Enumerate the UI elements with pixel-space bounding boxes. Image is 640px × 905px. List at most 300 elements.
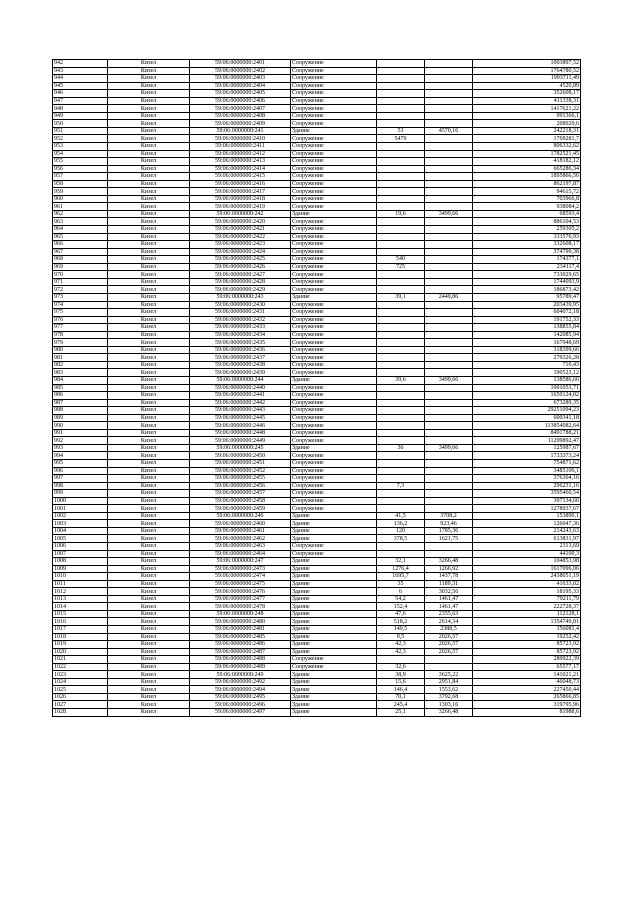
object-type-cell: Сооружение <box>291 316 377 324</box>
cadastral-value-cell: 104853,98 <box>473 558 581 566</box>
area-cell <box>377 475 425 483</box>
cadastral-value-cell: 68593,4 <box>473 210 581 218</box>
locality-cell: Кизел <box>108 256 190 264</box>
unit-value-cell <box>425 663 473 671</box>
cadastral-value-cell: 376304,16 <box>473 475 581 483</box>
unit-value-cell <box>425 233 473 241</box>
unit-value-cell: 2026,57 <box>425 633 473 641</box>
locality-cell: Кизел <box>108 90 190 98</box>
object-type-cell: Сооружение <box>291 158 377 166</box>
table-row <box>53 361 581 369</box>
cadastral-number-cell: 59:06:0000000:2495 <box>190 693 291 701</box>
row-number-cell: 999 <box>53 490 108 498</box>
cadastral-number-cell: 59:06:0000000:248 <box>190 610 291 618</box>
table-row <box>53 429 581 437</box>
object-type-cell: Здание <box>291 527 377 535</box>
unit-value-cell <box>425 384 473 392</box>
unit-value-cell <box>425 241 473 249</box>
locality-cell: Кизел <box>108 588 190 596</box>
area-cell <box>377 82 425 90</box>
object-type-cell: Сооружение <box>291 218 377 226</box>
area-cell: 136,2 <box>377 520 425 528</box>
area-cell <box>377 165 425 173</box>
row-number-cell: 1010 <box>53 573 108 581</box>
cadastral-number-cell: 59:06:0000000:2496 <box>190 701 291 709</box>
cadastral-value-cell: 8491788,21 <box>473 429 581 437</box>
locality-cell: Кизел <box>108 301 190 309</box>
cadastral-number-cell: 59:06:0000000:243 <box>190 293 291 301</box>
table-row <box>53 233 581 241</box>
cadastral-value-cell: 600341,18 <box>473 414 581 422</box>
unit-value-cell <box>425 324 473 332</box>
locality-cell: Кизел <box>108 67 190 75</box>
unit-value-cell: 1461,47 <box>425 595 473 603</box>
locality-cell: Кизел <box>108 361 190 369</box>
locality-cell: Кизел <box>108 188 190 196</box>
table-row <box>53 656 581 664</box>
cadastral-value-cell: 2438051,19 <box>473 573 581 581</box>
unit-value-cell <box>425 543 473 551</box>
locality-cell: Кизел <box>108 709 190 717</box>
row-number-cell: 980 <box>53 346 108 354</box>
cadastral-value-cell: 1617096,06 <box>473 565 581 573</box>
object-type-cell: Сооружение <box>291 105 377 113</box>
cadastral-number-cell: 59:06:0000000:2422 <box>190 233 291 241</box>
unit-value-cell: 3266,48 <box>425 709 473 717</box>
cadastral-number-cell: 59:06:0000000:2424 <box>190 248 291 256</box>
cadastral-value-cell: 613831,97 <box>473 535 581 543</box>
area-cell <box>377 422 425 430</box>
row-number-cell: 942 <box>53 60 108 68</box>
locality-cell: Кизел <box>108 656 190 664</box>
cadastral-value-cell: 4520,89 <box>473 82 581 90</box>
cadastral-number-cell: 59:06:0000000:2414 <box>190 165 291 173</box>
row-number-cell: 997 <box>53 475 108 483</box>
table-row <box>53 678 581 686</box>
cadastral-value-cell: 319795,96 <box>473 701 581 709</box>
area-cell <box>377 180 425 188</box>
cadastral-number-cell: 59:06:0000000:2413 <box>190 158 291 166</box>
area-cell <box>377 452 425 460</box>
row-number-cell: 974 <box>53 301 108 309</box>
unit-value-cell: 3266,48 <box>425 558 473 566</box>
cadastral-number-cell: 59:06:0000000:2485 <box>190 633 291 641</box>
table-row <box>53 626 581 634</box>
row-number-cell: 991 <box>53 429 108 437</box>
area-cell <box>377 158 425 166</box>
area-cell <box>377 316 425 324</box>
area-cell: 35 <box>377 580 425 588</box>
table-row <box>53 565 581 573</box>
unit-value-cell <box>425 135 473 143</box>
area-cell <box>377 399 425 407</box>
cadastral-value-cell: 138586,66 <box>473 376 581 384</box>
cadastral-number-cell: 59:06:0000000:2430 <box>190 301 291 309</box>
cadastral-value-cell: 95789,47 <box>473 293 581 301</box>
cadastral-value-cell: 1733373,24 <box>473 452 581 460</box>
unit-value-cell <box>425 490 473 498</box>
area-cell: 38,9 <box>377 671 425 679</box>
cadastral-number-cell: 59:06:0000000:2442 <box>190 399 291 407</box>
object-type-cell: Сооружение <box>291 543 377 551</box>
row-number-cell: 990 <box>53 422 108 430</box>
object-type-cell: Сооружение <box>291 361 377 369</box>
row-number-cell: 970 <box>53 271 108 279</box>
area-cell: 25,1 <box>377 709 425 717</box>
locality-cell: Кизел <box>108 580 190 588</box>
cadastral-value-cell: 411338,31 <box>473 97 581 105</box>
cadastral-number-cell: 59:06:0000000:2497 <box>190 709 291 717</box>
table-row <box>53 414 581 422</box>
object-type-cell: Сооружение <box>291 256 377 264</box>
unit-value-cell <box>425 354 473 362</box>
table-row <box>53 407 581 415</box>
locality-cell: Кизел <box>108 324 190 332</box>
locality-cell: Кизел <box>108 158 190 166</box>
object-type-cell: Сооружение <box>291 226 377 234</box>
object-type-cell: Сооружение <box>291 165 377 173</box>
cadastral-number-cell: 59:06:0000000:2420 <box>190 218 291 226</box>
cadastral-value-cell: 126047,36 <box>473 520 581 528</box>
table-row <box>53 218 581 226</box>
locality-cell: Кизел <box>108 618 190 626</box>
table-row <box>53 316 581 324</box>
table-row <box>53 165 581 173</box>
cadastral-number-cell: 59:06:0000000:2448 <box>190 429 291 437</box>
area-cell <box>377 112 425 120</box>
object-type-cell: Сооружение <box>291 414 377 422</box>
cadastral-value-cell: 3595460,54 <box>473 490 581 498</box>
unit-value-cell <box>425 309 473 317</box>
area-cell <box>377 90 425 98</box>
unit-value-cell: 2026,57 <box>425 648 473 656</box>
locality-cell: Кизел <box>108 173 190 181</box>
cadastral-value-cell: 418182,12 <box>473 158 581 166</box>
locality-cell: Кизел <box>108 565 190 573</box>
area-cell <box>377 429 425 437</box>
area-cell <box>377 271 425 279</box>
cadastral-value-cell: 1003897,52 <box>473 60 581 68</box>
cadastral-number-cell: 59:06:0000000:2460 <box>190 520 291 528</box>
cadastral-number-cell: 59:06:0000000:245 <box>190 444 291 452</box>
object-type-cell: Здание <box>291 573 377 581</box>
object-type-cell: Сооружение <box>291 90 377 98</box>
area-cell: 120 <box>377 527 425 535</box>
area-cell: 36 <box>377 444 425 452</box>
cadastral-number-cell: 59:06:0000000:2415 <box>190 173 291 181</box>
object-type-cell: Здание <box>291 626 377 634</box>
object-type-cell: Сооружение <box>291 150 377 158</box>
object-type-cell: Сооружение <box>291 452 377 460</box>
object-type-cell: Здание <box>291 701 377 709</box>
area-cell <box>377 369 425 377</box>
area-cell: 42,3 <box>377 648 425 656</box>
unit-value-cell: 1266,92 <box>425 565 473 573</box>
row-number-cell: 943 <box>53 67 108 75</box>
cadastral-value-cell: 1417621,22 <box>473 105 581 113</box>
cadastral-number-cell: 59:06:0000000:2473 <box>190 565 291 573</box>
object-type-cell: Сооружение <box>291 135 377 143</box>
cadastral-number-cell: 59:06:0000000:2435 <box>190 339 291 347</box>
area-cell <box>377 203 425 211</box>
cadastral-value-cell: 222728,37 <box>473 603 581 611</box>
row-number-cell: 965 <box>53 233 108 241</box>
cadastral-value-cell: 1278937,67 <box>473 505 581 513</box>
cadastral-value-cell: 1744093,9 <box>473 278 581 286</box>
locality-cell: Кизел <box>108 354 190 362</box>
object-type-cell: Здание <box>291 210 377 218</box>
cadastral-number-cell: 59:06:0000000:2437 <box>190 354 291 362</box>
object-type-cell: Сооружение <box>291 286 377 294</box>
locality-cell: Кизел <box>108 248 190 256</box>
row-number-cell: 976 <box>53 316 108 324</box>
row-number-cell: 947 <box>53 97 108 105</box>
cadastral-number-cell: 59:06:0000000:2461 <box>190 527 291 535</box>
unit-value-cell <box>425 173 473 181</box>
locality-cell: Кизел <box>108 407 190 415</box>
cadastral-number-cell: 59:06:0000000:2419 <box>190 203 291 211</box>
locality-cell: Кизел <box>108 233 190 241</box>
locality-cell: Кизел <box>108 641 190 649</box>
area-cell <box>377 248 425 256</box>
table-row <box>53 490 581 498</box>
locality-cell: Кизел <box>108 535 190 543</box>
object-type-cell: Сооружение <box>291 112 377 120</box>
area-cell <box>377 60 425 68</box>
unit-value-cell <box>425 97 473 105</box>
object-type-cell: Сооружение <box>291 188 377 196</box>
cadastral-value-cell: 938084,2 <box>473 203 581 211</box>
unit-value-cell <box>425 271 473 279</box>
row-number-cell: 1023 <box>53 671 108 679</box>
locality-cell: Кизел <box>108 558 190 566</box>
table-row <box>53 444 581 452</box>
cadastral-value-cell: 142085,94 <box>473 331 581 339</box>
object-type-cell: Здание <box>291 444 377 452</box>
object-type-cell: Здание <box>291 678 377 686</box>
cadastral-value-cell: 214243,63 <box>473 527 581 535</box>
table-row <box>53 158 581 166</box>
cadastral-number-cell: 59:06:0000000:2452 <box>190 467 291 475</box>
cadastral-number-cell: 59:06:0000000:246 <box>190 512 291 520</box>
unit-value-cell: 1461,47 <box>425 603 473 611</box>
cadastral-number-cell: 59:06:0000000:2494 <box>190 686 291 694</box>
cadastral-number-cell: 59:06:0000000:2477 <box>190 595 291 603</box>
locality-cell: Кизел <box>108 97 190 105</box>
cadastral-number-cell: 59:06:0000000:2487 <box>190 648 291 656</box>
locality-cell: Кизел <box>108 467 190 475</box>
object-type-cell: Сооружение <box>291 339 377 347</box>
cadastral-value-cell: 862197,87 <box>473 180 581 188</box>
area-cell <box>377 331 425 339</box>
cadastral-value-cell: 673289,35 <box>473 399 581 407</box>
object-type-cell: Сооружение <box>291 331 377 339</box>
table-row <box>53 527 581 535</box>
object-type-cell: Сооружение <box>291 75 377 83</box>
locality-cell: Кизел <box>108 226 190 234</box>
object-type-cell: Сооружение <box>291 475 377 483</box>
locality-cell: Кизел <box>108 610 190 618</box>
area-cell: 7,3 <box>377 482 425 490</box>
locality-cell: Кизел <box>108 686 190 694</box>
row-number-cell: 1014 <box>53 603 108 611</box>
locality-cell: Кизел <box>108 437 190 445</box>
area-cell <box>377 97 425 105</box>
area-cell <box>377 143 425 151</box>
row-number-cell: 983 <box>53 369 108 377</box>
unit-value-cell <box>425 75 473 83</box>
object-type-cell: Здание <box>291 588 377 596</box>
area-cell <box>377 241 425 249</box>
area-cell <box>377 226 425 234</box>
locality-cell: Кизел <box>108 414 190 422</box>
locality-cell: Кизел <box>108 399 190 407</box>
row-number-cell: 986 <box>53 392 108 400</box>
cadastral-number-cell: 59:06:0000000:2462 <box>190 535 291 543</box>
row-number-cell: 989 <box>53 414 108 422</box>
locality-cell: Кизел <box>108 165 190 173</box>
row-number-cell: 995 <box>53 459 108 467</box>
unit-value-cell <box>425 112 473 120</box>
area-cell <box>377 346 425 354</box>
area-cell: 9,5 <box>377 633 425 641</box>
table-row <box>53 543 581 551</box>
unit-value-cell <box>425 105 473 113</box>
cadastral-value-cell: 259305,2 <box>473 226 581 234</box>
row-number-cell: 966 <box>53 241 108 249</box>
unit-value-cell: 3792,68 <box>425 693 473 701</box>
table-row <box>53 452 581 460</box>
locality-cell: Кизел <box>108 346 190 354</box>
cadastral-number-cell: 59:06:0000000:2404 <box>190 82 291 90</box>
cadastral-value-cell: 186873,42 <box>473 286 581 294</box>
area-cell <box>377 324 425 332</box>
locality-cell: Кизел <box>108 701 190 709</box>
locality-cell: Кизел <box>108 150 190 158</box>
row-number-cell: 955 <box>53 158 108 166</box>
unit-value-cell: 3499,66 <box>425 444 473 452</box>
unit-value-cell: 3499,66 <box>425 376 473 384</box>
row-number-cell: 981 <box>53 354 108 362</box>
cadastral-value-cell: 886104,53 <box>473 218 581 226</box>
locality-cell: Кизел <box>108 120 190 128</box>
row-number-cell: 994 <box>53 452 108 460</box>
locality-cell: Кизел <box>108 573 190 581</box>
cadastral-value-cell: 81988,6 <box>473 709 581 717</box>
row-number-cell: 998 <box>53 482 108 490</box>
unit-value-cell <box>425 90 473 98</box>
area-cell: 6 <box>377 588 425 596</box>
table-row <box>53 67 581 75</box>
cadastral-value-cell: 85723,92 <box>473 641 581 649</box>
row-number-cell: 962 <box>53 210 108 218</box>
unit-value-cell <box>425 67 473 75</box>
object-type-cell: Сооружение <box>291 60 377 68</box>
locality-cell: Кизел <box>108 112 190 120</box>
cadastral-value-cell: 604072,18 <box>473 309 581 317</box>
area-cell: 32,6 <box>377 663 425 671</box>
area-cell: 15,6 <box>377 678 425 686</box>
table-row <box>53 588 581 596</box>
unit-value-cell: 1437,78 <box>425 573 473 581</box>
cadastral-value-cell: 18195,33 <box>473 588 581 596</box>
object-type-cell: Здание <box>291 641 377 649</box>
cadastral-value-cell: 1782521,45 <box>473 150 581 158</box>
locality-cell: Кизел <box>108 316 190 324</box>
table-row <box>53 671 581 679</box>
area-cell: 725 <box>377 263 425 271</box>
unit-value-cell <box>425 414 473 422</box>
table-row <box>53 301 581 309</box>
locality-cell: Кизел <box>108 75 190 83</box>
row-number-cell: 1008 <box>53 558 108 566</box>
cadastral-value-cell: 190523,12 <box>473 369 581 377</box>
cadastral-value-cell: 191752,33 <box>473 316 581 324</box>
cadastral-value-cell: 333576,93 <box>473 233 581 241</box>
row-number-cell: 958 <box>53 180 108 188</box>
cadastral-value-cell: 1993711,49 <box>473 75 581 83</box>
object-type-cell: Сооружение <box>291 429 377 437</box>
area-cell <box>377 120 425 128</box>
table-row <box>53 143 581 151</box>
table-row <box>53 392 581 400</box>
area-cell <box>377 354 425 362</box>
table-row <box>53 610 581 618</box>
table-row <box>53 105 581 113</box>
unit-value-cell <box>425 369 473 377</box>
row-number-cell: 978 <box>53 331 108 339</box>
cadastral-value-cell: 46048,73 <box>473 678 581 686</box>
locality-cell: Кизел <box>108 82 190 90</box>
object-type-cell: Сооружение <box>291 263 377 271</box>
object-type-cell: Сооружение <box>291 392 377 400</box>
unit-value-cell <box>425 158 473 166</box>
cadastral-number-cell: 59:06:0000000:2431 <box>190 309 291 317</box>
table-row <box>53 293 581 301</box>
row-number-cell: 1026 <box>53 693 108 701</box>
cadastral-number-cell: 59:06:0000000:2429 <box>190 286 291 294</box>
object-type-cell: Здание <box>291 671 377 679</box>
object-type-cell: Сооружение <box>291 271 377 279</box>
area-cell: 146,4 <box>377 686 425 694</box>
cadastral-number-cell: 59:06:0000000:249 <box>190 671 291 679</box>
row-number-cell: 1022 <box>53 663 108 671</box>
locality-cell: Кизел <box>108 60 190 68</box>
row-number-cell: 951 <box>53 127 108 135</box>
object-type-cell: Сооружение <box>291 550 377 558</box>
cadastral-number-cell: 59:06:0000000:2450 <box>190 452 291 460</box>
locality-cell: Кизел <box>108 369 190 377</box>
cadastral-value-cell: 296231,16 <box>473 482 581 490</box>
object-type-cell: Сооружение <box>291 143 377 151</box>
row-number-cell: 1006 <box>53 543 108 551</box>
row-number-cell: 1003 <box>53 520 108 528</box>
row-number-cell: 956 <box>53 165 108 173</box>
area-cell <box>377 361 425 369</box>
locality-cell: Кизел <box>108 678 190 686</box>
cadastral-value-cell: 141021,21 <box>473 671 581 679</box>
table-row <box>53 376 581 384</box>
unit-value-cell <box>425 429 473 437</box>
row-number-cell: 945 <box>53 82 108 90</box>
unit-value-cell <box>425 263 473 271</box>
area-cell <box>377 550 425 558</box>
unit-value-cell: 2951,84 <box>425 678 473 686</box>
object-type-cell: Сооружение <box>291 97 377 105</box>
area-cell <box>377 437 425 445</box>
unit-value-cell <box>425 256 473 264</box>
unit-value-cell: 1785,36 <box>425 527 473 535</box>
